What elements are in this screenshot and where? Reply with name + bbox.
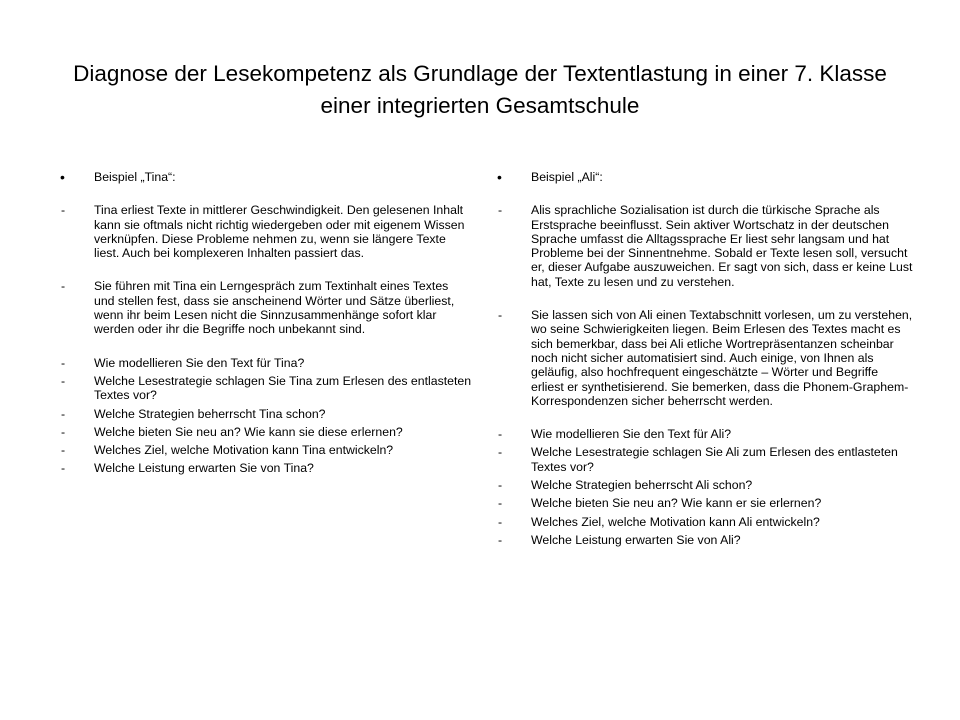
question-text: Wie modellieren Sie den Text für Ali?: [531, 427, 732, 442]
question-text: Welche Leistung erwarten Sie von Tina?: [94, 461, 314, 476]
dash-marker: -: [498, 496, 503, 511]
description-paragraph: [56, 203, 472, 260]
column-tina: [56, 170, 472, 480]
paragraph-text: Tina erliest Texte in mittlerer Geschwindigkeit. Den gelesenen Inhalt kann sie oftmals nicht richtig wiedergeben oder mit eigenem Wissen verknüpfen. Diese Probleme nehmen zu, wenn sie längere Texte liest. Auch bei komplexeren Inhalten passiert das.: [94, 203, 465, 261]
question-item: [493, 533, 913, 547]
dash-marker: -: [498, 308, 503, 323]
dash-marker: -: [61, 279, 66, 294]
example-heading: Beispiel „Tina“:: [94, 170, 176, 184]
dash-marker: -: [498, 203, 503, 218]
example-heading: Beispiel „Ali“:: [531, 170, 603, 184]
dash-marker: -: [61, 443, 66, 458]
heading-bullet: [493, 170, 913, 184]
question-text: Welche Leistung erwarten Sie von Ali?: [531, 532, 741, 547]
bullet-dot-icon: •: [497, 169, 502, 185]
question-text: Welche Strategien beherrscht Tina schon?: [94, 406, 326, 421]
question-text: Welches Ziel, welche Motivation kann Tina entwickeln?: [94, 443, 394, 458]
description-paragraph: [56, 279, 472, 336]
description-paragraph: [493, 203, 913, 289]
question-text: Welche Strategien beherrscht Ali schon?: [531, 478, 753, 493]
dash-marker: -: [61, 373, 66, 388]
dash-marker: -: [61, 203, 66, 218]
paragraph-text: Alis sprachliche Sozialisation ist durch die türkische Sprache als Erstsprache beeinflusst. Sein aktiver Wortschatz in der deutschen Sprache umfasst die Alltagssprache Er liest sehr langsam und hat Probleme bei der Sinnentnehme. Sobald er Texte lesen soll, versucht er, dieser Aufgabe auszuweichen. Er sagt von sich, dass er keine Lust hat, Texte zu lesen und zu verstehen.: [531, 203, 913, 289]
question-item: [56, 461, 472, 475]
question-text: Welche bieten Sie neu an? Wie kann er sie erlernen?: [531, 496, 822, 511]
question-item: [56, 425, 472, 439]
question-item: [493, 445, 913, 474]
dash-marker: -: [61, 355, 66, 370]
dash-marker: -: [498, 532, 503, 547]
question-text: Welche Lesestrategie schlagen Sie Tina zum Erlesen des entlasteten Textes vor?: [94, 373, 472, 403]
slide-title: Diagnose der Lesekompetenz als Grundlage der Textentlastung in einer 7. Klasse einer integrierten Gesamtschule: [73, 61, 887, 118]
heading-bullet: [56, 170, 472, 184]
question-item: [56, 407, 472, 421]
question-item: [493, 427, 913, 441]
question-item: [56, 356, 472, 370]
question-item: [493, 478, 913, 492]
dash-marker: -: [61, 406, 66, 421]
dash-marker: -: [498, 478, 503, 493]
question-item: [493, 496, 913, 510]
bullet-dot-icon: •: [60, 169, 65, 185]
paragraph-text: Sie führen mit Tina ein Lerngespräch zum Textinhalt eines Textes und stellen fest, dass sie anscheinend Wörter und Sätze überliest, wenn ihr beim Lesen nicht die Sinnzusammenhänge sofort klar werden oder ihr die Begriffe noch unbekannt sind.: [94, 279, 455, 337]
question-text: Wie modellieren Sie den Text für Tina?: [94, 355, 305, 370]
question-item: [56, 443, 472, 457]
question-text: Welches Ziel, welche Motivation kann Ali entwickeln?: [531, 514, 820, 529]
question-text: Welche bieten Sie neu an? Wie kann sie diese erlernen?: [94, 424, 403, 439]
question-item: [493, 515, 913, 529]
dash-marker: -: [498, 445, 503, 460]
description-paragraph: [493, 308, 913, 408]
dash-marker: -: [61, 461, 66, 476]
paragraph-text: Sie lassen sich von Ali einen Textabschnitt vorlesen, um zu verstehen, wo seine Schwierigkeiten liegen. Beim Erlesen des Textes macht es sich bemerkbar, dass bei Ali etliche Wortrepräsentanzen scheinbar noch nicht sicher automatisiert sind. Auch einige, von Ihnen als geläufig, also hochfrequent eingeschätzte – Wörter und Begriffe erliest er synthetisierend. Sie bemerken, dass die Phonem-Graphem-Korrespondenzen sicher beherrscht werden.: [531, 308, 913, 408]
dash-marker: -: [498, 514, 503, 529]
column-ali: [493, 170, 913, 551]
dash-marker: -: [498, 427, 503, 442]
question-item: [56, 374, 472, 403]
dash-marker: -: [61, 424, 66, 439]
question-text: Welche Lesestrategie schlagen Sie Ali zum Erlesen des entlasteten Textes vor?: [531, 445, 898, 474]
